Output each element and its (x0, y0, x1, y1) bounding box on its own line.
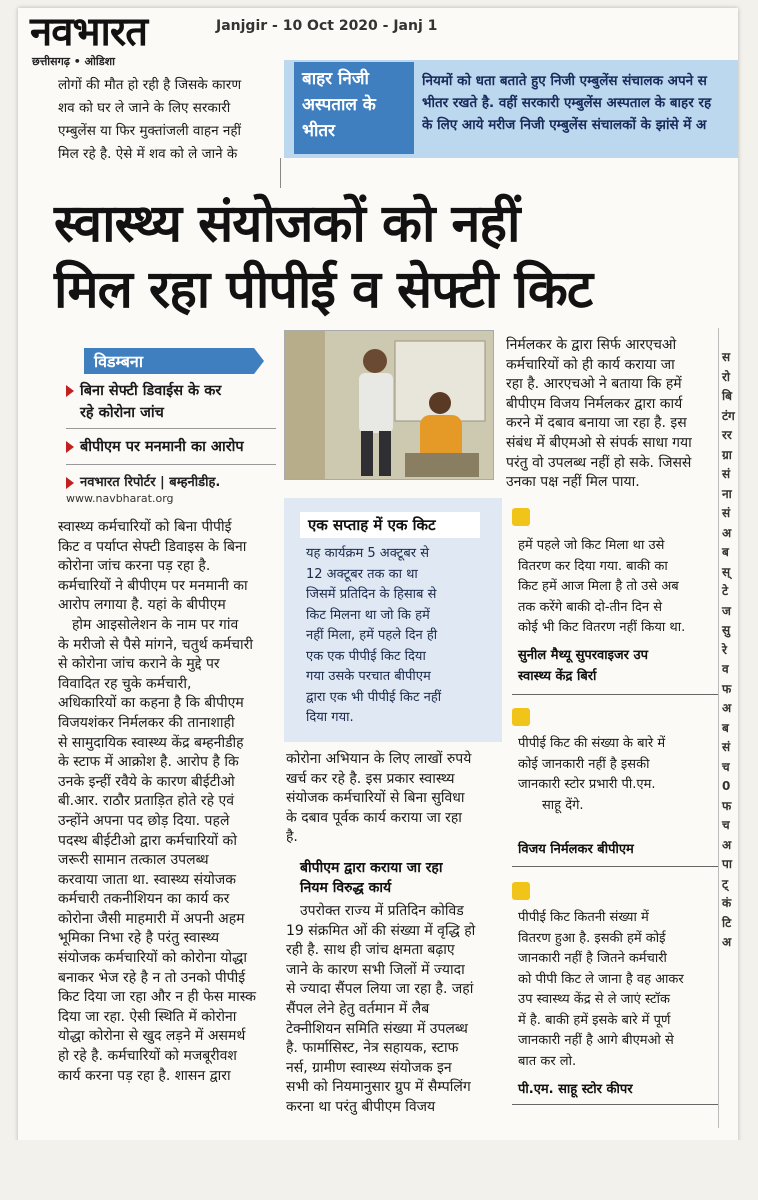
text-line: उप स्वास्थ्य केंद्र से ले जाएं स्टॉक (518, 992, 670, 1007)
fragment-char: रे (722, 642, 727, 657)
text-line: बात कर लो. (518, 1053, 577, 1069)
fragment-char: अ (722, 525, 732, 540)
text-line: करवाया जाता था. स्वास्थ्य संयोजक (58, 871, 236, 888)
text-line: में है. बाकी हमें इसके बारे में पूर्ण (518, 1012, 671, 1028)
text-line: शव को घर ले जाने के लिए सरकारी (58, 100, 231, 116)
text-line: कर्मचारियों को ही कार्य कराया जा (506, 356, 675, 373)
text-line: जानकारी नहीं है आगे बीएमओ से (518, 1033, 674, 1048)
text-line: भूमिका निभा रहे है परंतु स्वास्थ्य (58, 930, 220, 947)
quote-3-attribution (518, 1080, 718, 1101)
text-line: आरोप लगाया है. यहां के बीपीएम (58, 597, 226, 614)
text-line: बनाकर भेज रहे है न तो उनको पीपीई (58, 969, 246, 986)
fragment-char: कं (722, 896, 732, 910)
fragment-char: रो (722, 369, 731, 384)
fragment-char: स् (722, 564, 731, 579)
text-line: है. (286, 829, 298, 846)
text-line: सैंपल लेने हेतु वर्तमान में लैब (286, 1000, 430, 1017)
text-line: नहीं मिला, हमें पहले दिन ही (306, 628, 438, 643)
text-line: हमें पहले जो किट मिला था उसे (518, 538, 665, 553)
top-box-text (422, 70, 738, 136)
fragment-char: रर (722, 428, 732, 442)
bullet-text: बीपीएम पर मनमानी का आरोप (80, 439, 244, 455)
fragment-char: च (722, 759, 730, 774)
text-line: पीपीई किट कितनी संख्या में (518, 910, 649, 925)
text-line: दिया गया. (306, 710, 354, 725)
text-line: एम्बुलेंस या फिर मुक्तांजली वाहन नहीं (58, 123, 242, 139)
news-photo (284, 330, 494, 480)
sidebox-title: एक सप्ताह में एक किट (300, 512, 480, 538)
text-line: करने में दबाव बनाया जा रहा है. इस (506, 415, 687, 432)
text-line: परंतु वो उपलब्ध नहीं हो सके. जिससे (506, 454, 692, 471)
fragment-char: ट् (722, 876, 729, 891)
fragment-char: ब (722, 545, 729, 559)
text-line: कर्मचारियों ने बीपीएम पर मनमानी का (58, 577, 248, 594)
fragment-char: अ (722, 837, 732, 852)
fragment-char: फ (722, 681, 732, 696)
text-line: तक करेंगे बाकी दो-तीन दिन से (518, 599, 663, 615)
text-line: जानकारी स्टोर प्रभारी पी.एम. (518, 777, 656, 792)
text-line: कोई जानकारी नहीं है इसकी (518, 756, 650, 772)
text-line: कोरोना जैसी माहमारी में अपनी अहम (58, 910, 245, 927)
fragment-char: टे (722, 584, 729, 598)
fragment-char: सं (722, 467, 731, 481)
text-line: खर्च कर रहे है. इस प्रकार स्वास्थ्य (286, 770, 455, 787)
fragment-char: व (722, 662, 729, 676)
bullet-text: बिना सेफ्टी डिवाईस के कर (80, 383, 222, 399)
newspaper-page (18, 8, 738, 1148)
text-line: कोरोना जांच करना पड़ रहा है. (58, 558, 211, 575)
subhead-line: बीपीएम द्वारा कराया जा रहा (300, 860, 443, 876)
text-line: है. फार्मासिस्ट, नेत्र सहायक, स्टाफ (286, 1040, 459, 1057)
text-line: कोरोना अभियान के लिए लाखों रुपये (286, 751, 472, 767)
text-line: के दबाव पूर्वक कार्य कराया जा रहा (286, 809, 462, 826)
text-line: रहा है. आरएचओ ने बताया कि हमें (506, 376, 682, 393)
text-line: लोगों की मौत हो रही है जिसके कारण (58, 77, 242, 93)
text-line: निर्मलकर के द्वारा सिर्फ आरएचओ (506, 337, 677, 353)
headline-line-2: मिल रहा पीपीई व सेफ्टी किट (54, 260, 593, 320)
text-line: कार्य करना पड़ रहा है. शासन द्वारा (58, 1067, 231, 1084)
byline-text: नवभारत रिपोर्टर | बम्हनीडीह. (80, 475, 221, 490)
quote-3-text (518, 908, 718, 1072)
text-line: 12 अक्टूबर तक का था (306, 566, 418, 582)
column-divider (718, 328, 719, 1128)
sidebox-text (306, 544, 486, 729)
text-line: विजयशंकर निर्मलकर की तानाशाही (58, 714, 235, 731)
name-line: विजय निर्मलकर बीपीएम (518, 842, 634, 857)
text-line: कर्मचारी तकनीशियन का कार्य कर (58, 891, 230, 908)
article-column-3 (506, 336, 716, 493)
text-line: बी.आर. राठौर प्रताड़ित होते रहे एवं (58, 793, 235, 810)
fragment-char: सु (722, 623, 731, 637)
fragment-char: च (722, 818, 730, 832)
text-line: नियमों को धता बताते हुए निजी एम्बुलेंस संचालक अपने स (422, 73, 707, 89)
text-line: गया उसके परचात बीपीएम (306, 669, 431, 684)
text-line: जाने के कारण सभी जिलों में ज्यादा (286, 961, 465, 978)
text-line: किट हमें आज मिला है तो उसे अब (518, 579, 679, 594)
text-line: उनके इन्हीं रवैये के कारण बीईटीओ (58, 773, 235, 790)
quote-1-attribution (518, 646, 718, 687)
text-line: किट मिलना था जो कि हमें (306, 607, 430, 623)
text-line: जरूरी सामान तत्काल उपलब्ध (58, 852, 209, 869)
text-line: वितरण कर दिया गया. बाकी का (518, 558, 668, 574)
tag-arrow-icon (254, 348, 264, 374)
text-line: वितरण हुआ है. इसकी हमें कोई (518, 930, 666, 946)
byline (66, 472, 286, 490)
divider (512, 1104, 718, 1105)
text-line: एक एक पीपीई किट दिया (306, 648, 426, 664)
top-left-article (58, 74, 276, 166)
text-line: से सामुदायिक स्वास्थ्य केंद्र बम्हनीडीह (58, 734, 244, 751)
bullet-2 (66, 436, 286, 458)
text-line: पीपीई किट की संख्या के बारे में (518, 736, 666, 751)
divider (512, 694, 718, 695)
text-line: दिया जा रहा. ऐसी स्थिति में कोरोना (58, 1008, 237, 1025)
fragment-char: अ (722, 701, 732, 715)
byline-marker-icon (66, 477, 74, 489)
text-line: भीतर रखते है. वहीं सरकारी एम्बुलेंस अस्पताल के बाहर रह (422, 95, 712, 111)
article-column-2 (286, 750, 502, 848)
fragment-char: ग्रा (722, 447, 732, 462)
text-line: कोई भी किट वितरण नहीं किया था. (518, 620, 686, 635)
fragment-char: टंग (722, 408, 735, 423)
fragment-char: फ (722, 798, 732, 813)
masthead-edition: छत्तीसगढ़ • ओडिशा (32, 55, 115, 68)
text-line: संयोजक कर्मचारियों को कोरोना योद्धा (58, 950, 247, 967)
text-line: किट दिया जा रहा और न ही फेस मास्क (58, 989, 256, 1006)
text-line: बीपीएम विजय निर्मलकर द्वारा कार्य (506, 395, 683, 412)
article-column-1 (58, 518, 284, 1086)
text-line: उनका पक्ष नहीं मिल पाया. (506, 474, 640, 491)
viewer-bottom-bar (0, 1140, 758, 1200)
text-line: अधिकारियों का कहना है कि बीपीएम (58, 695, 244, 712)
name-line: पी.एम. साहू स्टोर कीपर (518, 1082, 633, 1097)
quote-2-attribution (518, 840, 718, 861)
quote-marker-icon (512, 708, 530, 726)
fragment-char: अ (722, 935, 732, 949)
text-line: जिसमें प्रतिदिन के हिसाब से (306, 587, 437, 602)
text-line: संयोजक कर्मचारियों से बिना सुविधा (286, 790, 465, 807)
name-line: स्वास्थ्य केंद्र बिर्रा (518, 668, 597, 684)
fragment-char: सं (722, 740, 731, 754)
top-box-label: बाहर निजी अस्पताल के भीतर (294, 62, 414, 154)
text-line: उपरोक्त राज्य में प्रतिदिन कोविड (300, 903, 464, 919)
text-line: से ज्यादा सैंपल लिया जा रहा है. जहां (286, 981, 474, 998)
quote-2-text (518, 734, 718, 816)
website: www.navbharat.org (66, 492, 174, 505)
divider (512, 866, 718, 867)
bullet-1-continued: रहे कोरोना जांच (80, 405, 164, 421)
text-line: टेक्नीशियन समिति संख्या में उपलब्ध (286, 1020, 468, 1037)
tag-label: विडम्बना (84, 348, 254, 374)
text-line: मिल रहे है. ऐसे में शव को ले जाने के (58, 146, 238, 162)
text-line: हो रहे है. कर्मचारियों को मजबूरीवश (58, 1048, 237, 1065)
fragment-char: ब (722, 720, 729, 735)
fragment-char: टि (722, 915, 732, 930)
text-line: द्वारा एक भी पीपीई किट नहीं (306, 689, 442, 705)
text-line: रही है. साथ ही जांच क्षमता बढ़ाए (286, 942, 455, 959)
divider (66, 428, 276, 429)
divider (66, 464, 276, 465)
text-line: के लिए आये मरीज निजी एम्बुलेंस संचालकों के झांसे में अ (422, 117, 707, 133)
text-line: 19 संक्रमित ओं की संख्या में वृद्धि हो (286, 922, 476, 939)
text-line: नर्स, ग्रामीण स्वास्थ्य संयोजक इन (286, 1059, 452, 1076)
quote-marker-icon (512, 508, 530, 526)
text-line: के स्टाफ में आक्रोश है. आरोप है कि (58, 754, 239, 771)
text-line: पदस्थ बीईटीओ द्वारा कर्मचारियों को (58, 832, 237, 849)
bullet-1 (66, 380, 286, 402)
quote-marker-icon (512, 882, 530, 900)
text-line: से कोरोना जांच कराने के मुद्दे पर (58, 656, 220, 673)
fragment-char: बि (722, 389, 732, 403)
text-line: योद्धा कोरोना से खुद लड़ने में असमर्थ (58, 1028, 246, 1045)
text-line: करना था परंतु बीपीएम विजय (286, 1098, 436, 1115)
text-line: स्वास्थ्य कर्मचारियों को बिना पीपीई (58, 519, 232, 535)
fragment-char: ज (722, 603, 731, 618)
text-line: सभी को नियमानुसार ग्रुप में सैम्पलिंग (286, 1079, 471, 1096)
masthead-logo: नवभारत (30, 9, 148, 55)
fragment-char: स (722, 350, 731, 364)
text-line: विवादित रह चुके कर्मचारी, (58, 675, 192, 692)
text-line: होम आइसोलेशन के नाम पर गांव (72, 616, 239, 633)
text-line: को पीपी किट ले जाना है वह आकर (518, 971, 684, 987)
headline-line-1: स्वास्थ्य संयोजकों को नहीं (54, 194, 520, 254)
article-column-2-continued (286, 902, 502, 1118)
text-line: किट व पर्याप्त सेफ्टी डिवाइस के बिना (58, 538, 247, 555)
fragment-char: ना (722, 486, 732, 501)
fragment-char: सं (722, 506, 731, 520)
fragment-char: 0 (722, 779, 731, 793)
dateline: Janjgir - 10 Oct 2020 - Janj 1 (216, 18, 438, 34)
text-line: उन्होंने अपना पद छोड़ दिया. पहले (58, 812, 230, 829)
text-line: साहू देंगे. (542, 797, 584, 813)
text-line: यह कार्यक्रम 5 अक्टूबर से (306, 546, 429, 561)
photo-illustration (285, 331, 494, 480)
bullet-marker-icon (66, 385, 74, 397)
column-divider (280, 158, 281, 188)
fragment-char: पा (722, 857, 732, 871)
bullet-marker-icon (66, 441, 74, 453)
subhead-line: नियम विरुद्ध कार्य (300, 880, 392, 896)
text-line: जानकारी नहीं है जितने कर्मचारी (518, 951, 667, 966)
next-column-fragment (722, 348, 738, 953)
name-line: सुनील मैथ्यू सुपरवाइजर उप (518, 648, 649, 663)
text-line: के मरीजो से पैसे मांगने, चतुर्थ कर्मचारी (58, 636, 253, 653)
quote-1-text (518, 536, 718, 639)
text-line: संबंध में बीएमओ से संपर्क साधा गया (506, 434, 692, 451)
col2-subhead (300, 858, 510, 898)
